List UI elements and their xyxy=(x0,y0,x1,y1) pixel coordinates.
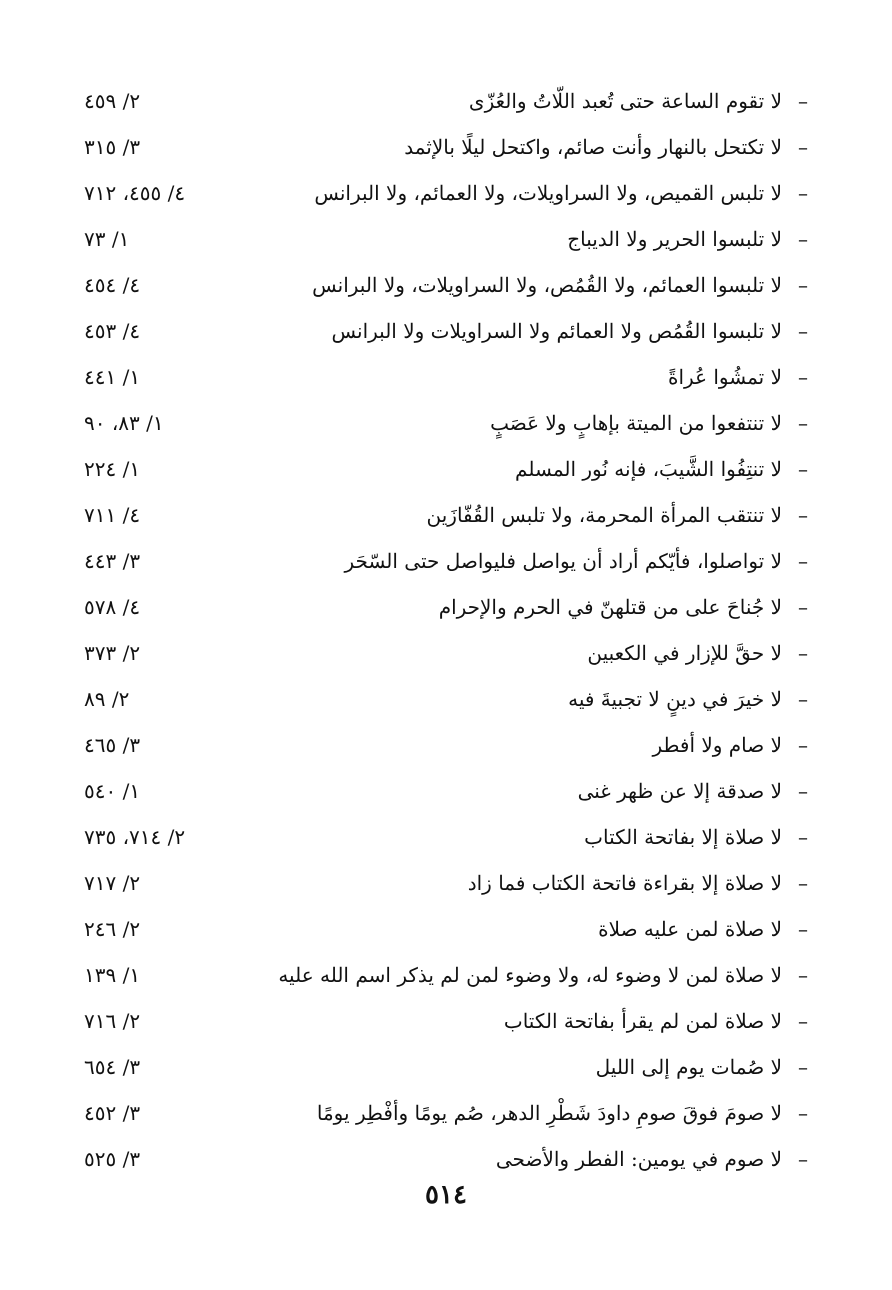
entry-dash: – xyxy=(798,1009,808,1033)
entry-text: لا تنتفعوا من الميتة بإهابٍ ولا عَصَبٍ xyxy=(490,411,782,435)
entry-text: لا تلبسوا القُمُص ولا العمائم ولا السراويلات ولا البرانس xyxy=(331,319,782,343)
entry-reference: ٣/ ٥٢٥ xyxy=(84,1147,141,1171)
entry-reference: ٤/ ٤٥٣ xyxy=(84,319,141,343)
hadith-index-list xyxy=(0,80,892,1184)
entry-dash: – xyxy=(798,365,808,389)
entry-dash: – xyxy=(798,733,808,757)
entry-dash: – xyxy=(798,963,808,987)
entry-reference: ٤/ ٧١١ xyxy=(84,503,141,527)
entry-dash: – xyxy=(798,917,808,941)
list-item xyxy=(0,908,892,954)
entry-text: لا جُناحَ على من قتلهنّ في الحرم والإحرام xyxy=(438,595,782,619)
entry-dash: – xyxy=(798,135,808,159)
entry-reference: ٣/ ٦٥٤ xyxy=(84,1055,141,1079)
entry-text: لا حقَّ للإزار في الكعبين xyxy=(587,641,782,665)
list-item xyxy=(0,632,892,678)
entry-dash: – xyxy=(798,779,808,803)
list-item xyxy=(0,586,892,632)
entry-dash: – xyxy=(798,273,808,297)
entry-text: لا تلبس القميص، ولا السراويلات، ولا العمائم، ولا البرانس xyxy=(314,181,782,205)
entry-text: لا صدقة إلا عن ظهر غنى xyxy=(577,779,782,803)
entry-dash: – xyxy=(798,871,808,895)
entry-reference: ٢/ ٣٧٣ xyxy=(84,641,141,665)
entry-text: لا صُمات يوم إلى الليل xyxy=(595,1055,782,1079)
entry-reference: ٣/ ٣١٥ xyxy=(84,135,141,159)
list-item xyxy=(0,816,892,862)
list-item xyxy=(0,1000,892,1046)
entry-text: لا صلاة لمن عليه صلاة xyxy=(598,917,782,941)
entry-reference: ١/ ٤٤١ xyxy=(84,365,141,389)
entry-reference: ٢/ ٧١٧ xyxy=(84,871,141,895)
entry-text: لا صلاة لمن لم يقرأ بفاتحة الكتاب xyxy=(503,1009,782,1033)
list-item xyxy=(0,862,892,908)
page-number: ٥١٤ xyxy=(425,1180,467,1210)
entry-dash: – xyxy=(798,1055,808,1079)
list-item xyxy=(0,1138,892,1184)
list-item xyxy=(0,540,892,586)
list-item xyxy=(0,80,892,126)
entry-dash: – xyxy=(798,227,808,251)
entry-text: لا خيرَ في دينٍ لا تجبيةَ فيه xyxy=(568,687,782,711)
entry-text: لا صلاة إلا بفاتحة الكتاب xyxy=(584,825,782,849)
entry-reference: ٣/ ٤٥٢ xyxy=(84,1101,141,1125)
entry-reference: ٣/ ٤٤٣ xyxy=(84,549,141,573)
list-item xyxy=(0,1046,892,1092)
entry-text: لا صلاة إلا بقراءة فاتحة الكتاب فما زاد xyxy=(467,871,782,895)
entry-dash: – xyxy=(798,89,808,113)
list-item xyxy=(0,402,892,448)
entry-dash: – xyxy=(798,595,808,619)
list-item xyxy=(0,678,892,724)
list-item xyxy=(0,1092,892,1138)
entry-reference: ٢/ ٧١٦ xyxy=(84,1009,141,1033)
entry-dash: – xyxy=(798,687,808,711)
entry-reference: ١/ ٥٤٠ xyxy=(84,779,141,803)
entry-reference: ٢/ ٢٤٦ xyxy=(84,917,141,941)
entry-text: لا تلبسوا الحرير ولا الديباج xyxy=(567,227,782,251)
entry-text: لا تكتحل بالنهار وأنت صائم، واكتحل ليلًا بالإثمد xyxy=(404,135,782,159)
entry-reference: ١/ ٧٣ xyxy=(84,227,130,251)
entry-reference: ١/ ٨٣، ٩٠ xyxy=(84,411,164,435)
entry-text: لا صام ولا أفطر xyxy=(652,733,782,757)
entry-reference: ٤/ ٤٥٤ xyxy=(84,273,141,297)
entry-text: لا صوم في يومين: الفطر والأضحى xyxy=(495,1147,782,1171)
entry-reference: ٢/ ٤٥٩ xyxy=(84,89,141,113)
list-item xyxy=(0,126,892,172)
list-item xyxy=(0,264,892,310)
entry-reference: ٤/ ٤٥٥، ٧١٢ xyxy=(84,181,186,205)
entry-reference: ١/ ١٣٩ xyxy=(84,963,141,987)
entry-dash: – xyxy=(798,549,808,573)
entry-text: لا صومَ فوقَ صومِ داودَ شَطْرِ الدهر، صُم يومًا وأفْطِر يومًا xyxy=(316,1101,782,1125)
list-item xyxy=(0,356,892,402)
entry-dash: – xyxy=(798,319,808,343)
entry-text: لا تلبسوا العمائم، ولا القُمُص، ولا السراويلات، ولا البرانس xyxy=(312,273,782,297)
entry-text: لا تنتِفُوا الشَّيبَ، فإنه نُور المسلم xyxy=(515,457,782,481)
entry-dash: – xyxy=(798,1101,808,1125)
entry-dash: – xyxy=(798,457,808,481)
entry-text: لا تواصلوا، فأيّكم أراد أن يواصل فليواصل حتى السّحَر xyxy=(344,549,782,573)
entry-reference: ٢/ ٨٩ xyxy=(84,687,130,711)
list-item xyxy=(0,954,892,1000)
entry-dash: – xyxy=(798,503,808,527)
entry-reference: ١/ ٢٢٤ xyxy=(84,457,141,481)
entry-text: لا تقوم الساعة حتى تُعبد اللّاتُ والعُزّى xyxy=(468,89,782,113)
entry-reference: ٢/ ٧١٤، ٧٣٥ xyxy=(84,825,186,849)
list-item xyxy=(0,218,892,264)
entry-text: لا تمشُوا عُراةً xyxy=(668,365,782,389)
entry-text: لا صلاة لمن لا وضوء له، ولا وضوء لمن لم يذكر اسم الله عليه xyxy=(278,963,782,987)
entry-dash: – xyxy=(798,641,808,665)
list-item xyxy=(0,310,892,356)
list-item xyxy=(0,724,892,770)
entry-dash: – xyxy=(798,181,808,205)
list-item xyxy=(0,448,892,494)
list-item xyxy=(0,494,892,540)
entry-dash: – xyxy=(798,411,808,435)
entry-reference: ٤/ ٥٧٨ xyxy=(84,595,141,619)
list-item xyxy=(0,770,892,816)
entry-dash: – xyxy=(798,1147,808,1171)
entry-text: لا تنتقب المرأة المحرمة، ولا تلبس القُفّازَين xyxy=(426,503,782,527)
entry-dash: – xyxy=(798,825,808,849)
list-item xyxy=(0,172,892,218)
entry-reference: ٣/ ٤٦٥ xyxy=(84,733,141,757)
